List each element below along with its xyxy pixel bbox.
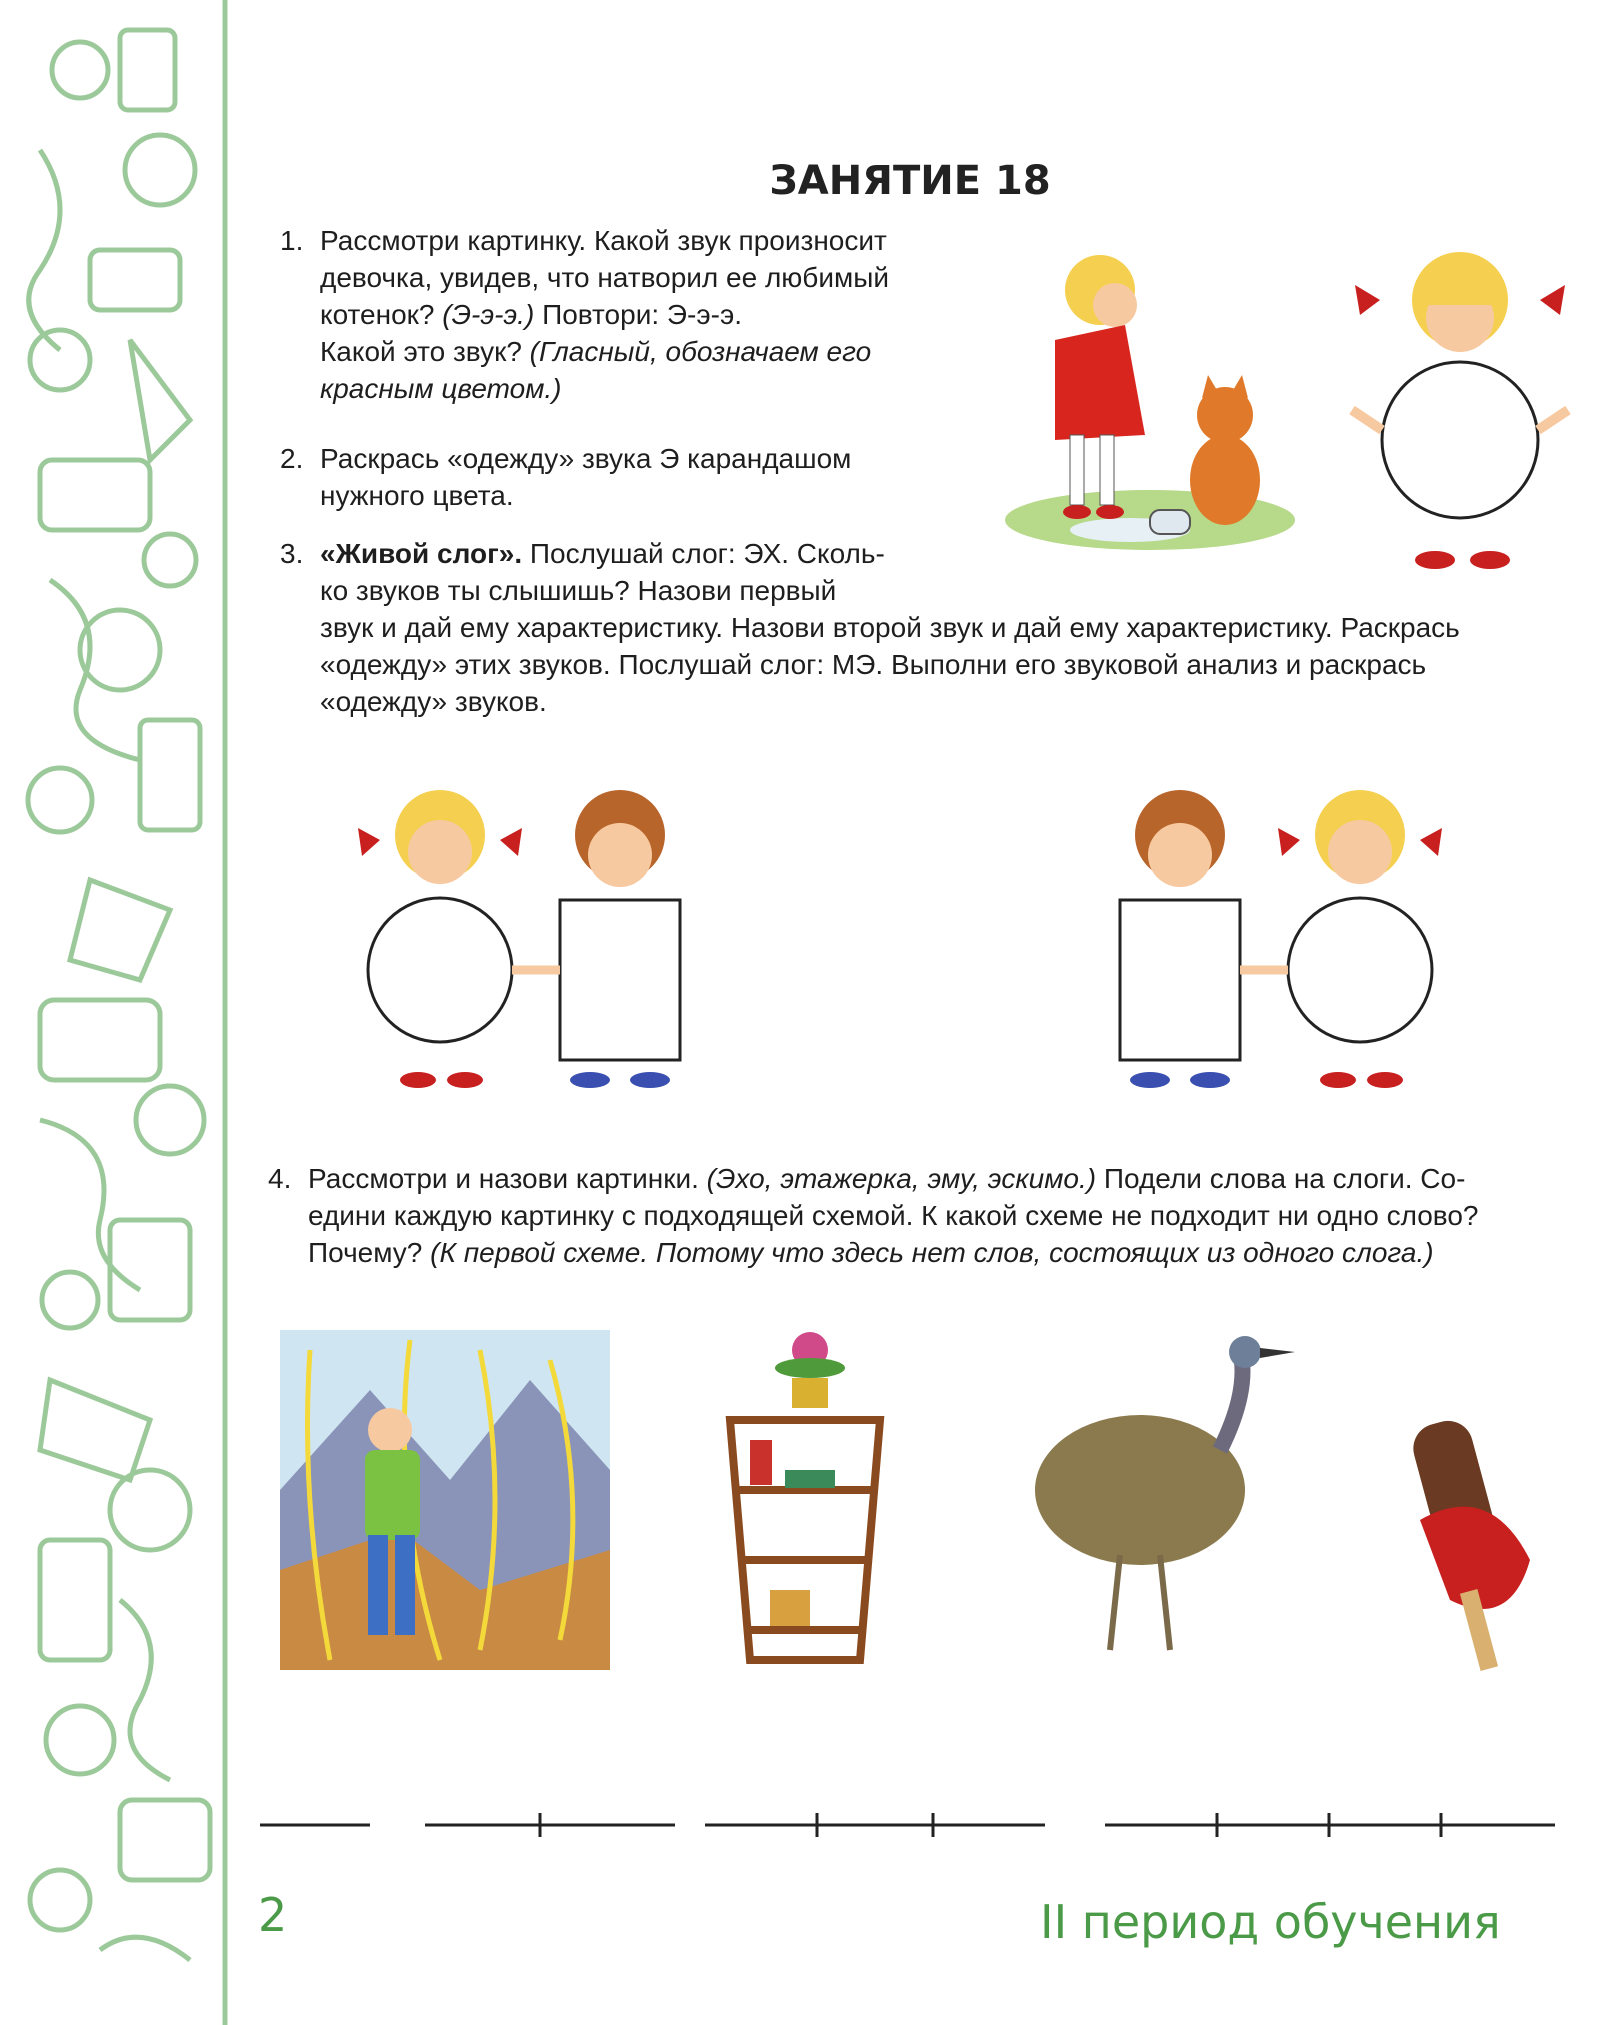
task-text-line: ко звуков ты слышишь? Назови первый [320, 575, 837, 606]
shelf-picture[interactable] [710, 1330, 900, 1670]
task-text-line: «одежду» этих звуков. Послушай слог: МЭ. Выполни его звуковой анализ и раскрась [320, 649, 1427, 680]
syllable-eh-figures [350, 780, 750, 1100]
echo-picture[interactable] [280, 1330, 610, 1670]
task-2 [280, 440, 960, 514]
syllable-scheme-3 [705, 1810, 1055, 1840]
task-text: Послушай слог: ЭХ. Сколь- [522, 538, 885, 569]
syllable-scheme-4 [1105, 1810, 1565, 1840]
girl-with-kitten-illustration [1000, 230, 1300, 560]
syllable-me-figures [1060, 780, 1460, 1100]
answer-text: (Эхо, этажерка, эму, эскимо.) [706, 1163, 1097, 1194]
task-text-line: «одежду» звуков. [320, 686, 547, 717]
task-text: Какой это звук? [320, 336, 530, 367]
task-number: 2. [280, 443, 304, 474]
task-text: Подели слова на слоги. Со- [1096, 1163, 1466, 1194]
task-text: Рассмотри и назови картинки. [308, 1163, 707, 1194]
task-number: 1. [280, 225, 304, 256]
task-text: котенок? [320, 299, 443, 330]
task-text-line: нужного цвета. [320, 480, 514, 511]
syllable-scheme-2 [425, 1810, 685, 1840]
task-text-line: Раскрась «одежду» звука Э карандашом [320, 443, 852, 474]
task-text-line: едини каждую картинку с подходящей схемой. К какой схеме не подходит ни одно слово? [308, 1200, 1479, 1231]
task-text: Почему? [308, 1237, 431, 1268]
answer-text: (К первой схеме. Потому что здесь нет слов, состоящих из одного слога.) [430, 1237, 1434, 1268]
task-text: Повтори: Э-э-э. [534, 299, 743, 330]
answer-text: (Э-э-э.) [442, 299, 535, 330]
task-1 [280, 222, 960, 407]
page-number: 2 [258, 1888, 288, 1942]
task-text-line: Рассмотри картинку. Какой звук произносит [320, 225, 887, 256]
answer-text: (Гласный, обозначаем его [529, 336, 872, 367]
task-number: 4. [268, 1163, 292, 1194]
eskimo-ice-cream-picture[interactable] [1400, 1400, 1560, 1680]
section-label: II период обучения [1040, 1895, 1501, 1949]
syllable-scheme-1 [260, 1810, 380, 1840]
answer-text: красным цветом.) [320, 373, 562, 404]
task-text-line: звук и дай ему характеристику. Назови второй звук и дай ему характеристику. Раскрась [320, 612, 1460, 643]
task-number: 3. [280, 538, 304, 569]
lesson-title: ЗАНЯТИЕ 18 [769, 158, 1051, 204]
emu-picture[interactable] [1020, 1330, 1300, 1670]
decorative-border [0, 0, 230, 2025]
task-text-line: девочка, увидев, что натворил ее любимый [320, 262, 889, 293]
vowel-girl-figure [1340, 240, 1580, 580]
task-4 [268, 1160, 1588, 1271]
game-name: «Живой слог». [320, 538, 523, 569]
